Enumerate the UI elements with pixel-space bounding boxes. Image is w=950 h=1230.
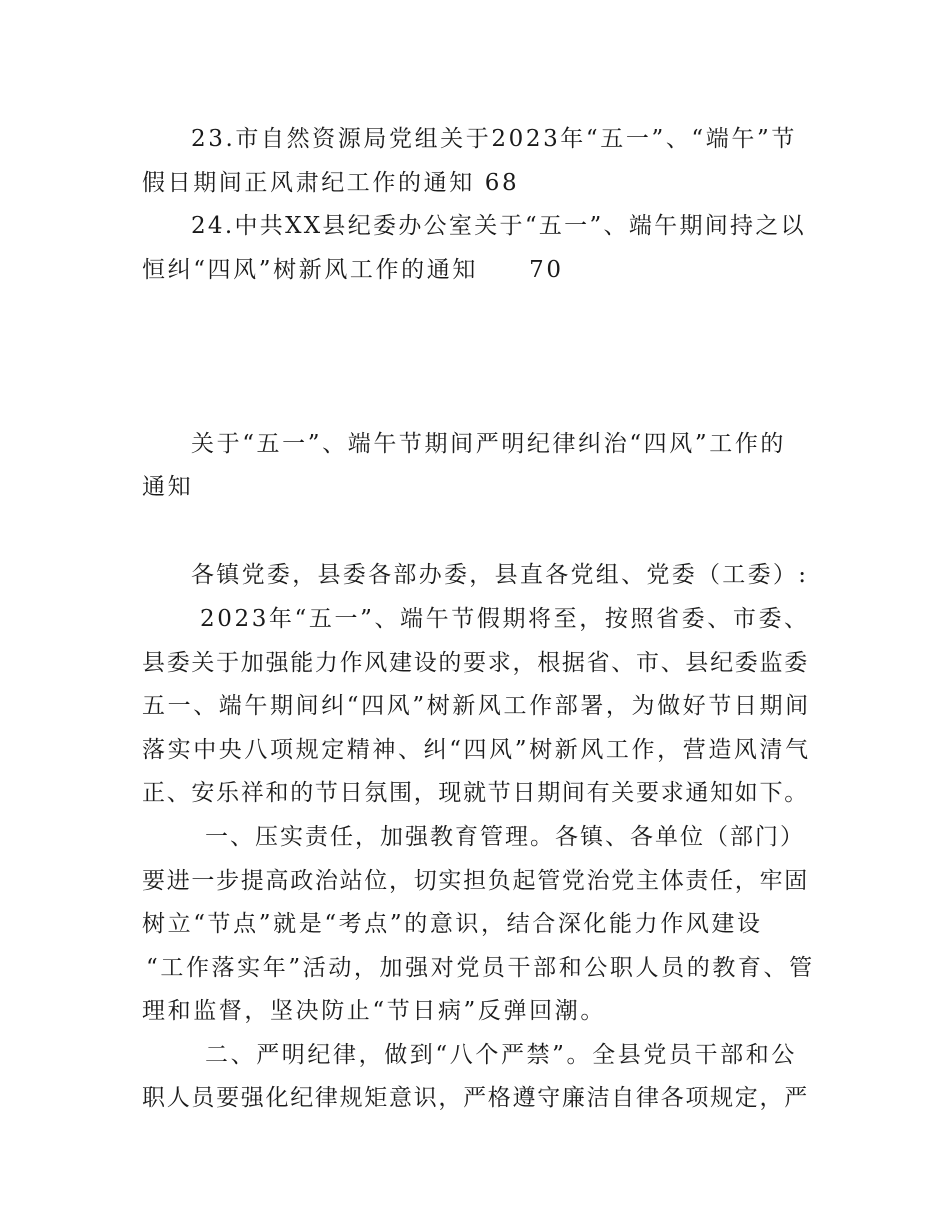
paragraph-1-line-2: 县委关于加强能力作风建设的要求，根据省、市、县纪委监委	[142, 650, 809, 676]
paragraph-2-line-4: “工作落实年”活动，加强对党员干部和公职人员的教育、管	[146, 955, 815, 981]
paragraph-1-line-3: 五一、端午期间纠“四风”树新风工作部署，为做好节日期间	[142, 693, 811, 719]
toc-entry-24-line-1: 24.中共XX县纪委办公室关于“五一”、端午期间持之以	[191, 213, 806, 239]
paragraph-1-line-1: 2023年“五一”、端午节假期将至，按照省委、市委、	[200, 606, 810, 632]
salutation: 各镇党委，县委各部办委，县直各党组、党委（工委）:	[191, 562, 809, 588]
paragraph-2-line-1: 一、压实责任，加强教育管理。各镇、各单位（部门）	[205, 824, 805, 850]
notice-title-line-2: 通知	[142, 474, 194, 500]
toc-entry-23-line-1: 23.市自然资源局党组关于2023年“五一”、“端午”节	[191, 126, 797, 152]
paragraph-2-line-2: 要进一步提高政治站位，切实担负起管党治党主体责任，牢固	[142, 868, 809, 894]
paragraph-2-line-5: 理和监督，坚决防止“节日病”反弹回潮。	[142, 998, 606, 1024]
paragraph-1-line-5: 正、安乐祥和的节日氛围，现就节日期间有关要求通知如下。	[142, 780, 809, 806]
paragraph-3-line-2: 职人员要强化纪律规矩意识，严格遵守廉洁自律各项规定，严	[142, 1085, 809, 1111]
paragraph-2-line-3: 树立“节点”就是“考点”的意识，结合深化能力作风建设	[142, 911, 763, 937]
paragraph-3-line-1: 二、严明纪律，做到“八个严禁”。全县党员干部和公	[205, 1042, 797, 1068]
notice-title-line-1: 关于“五一”、端午节期间严明纪律纠治“四风”工作的	[191, 431, 787, 457]
paragraph-1-line-4: 落实中央八项规定精神、纠“四风”树新风工作，营造风清气	[142, 737, 811, 763]
toc-entry-23-line-2: 假日期间正风肃纪工作的通知 68	[142, 170, 520, 196]
toc-entry-24-line-2: 恒纠“四风”树新风工作的通知 70	[142, 257, 564, 283]
